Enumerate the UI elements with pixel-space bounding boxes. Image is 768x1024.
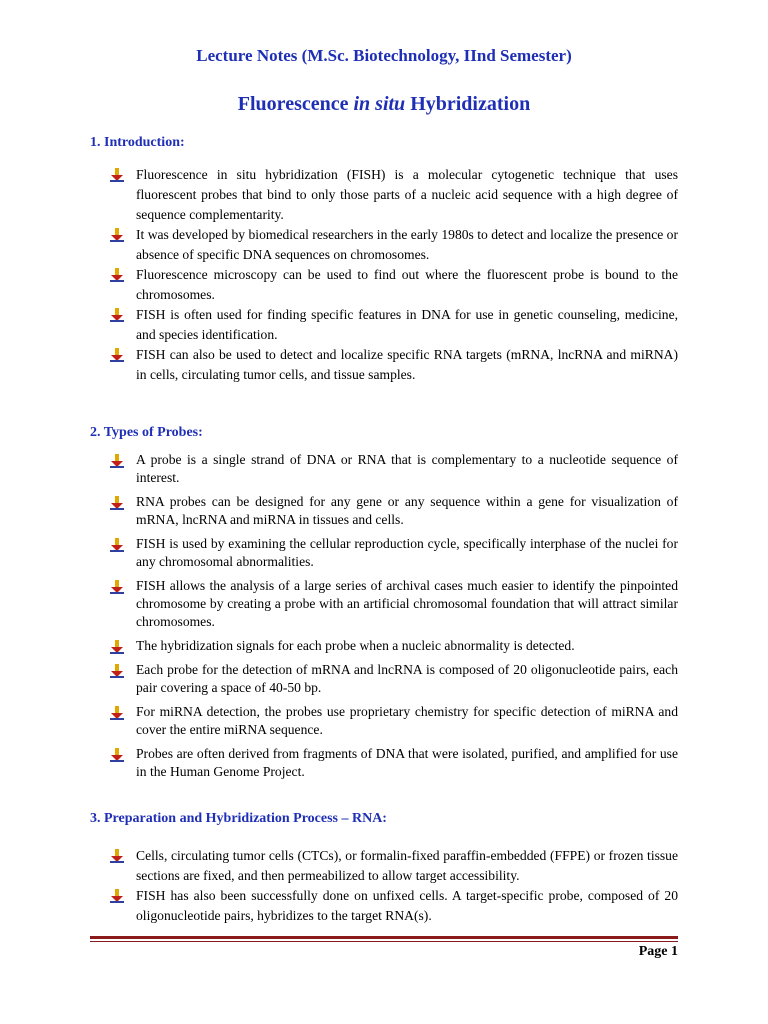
arrow-bullet-icon bbox=[110, 348, 124, 362]
arrow-bullet-icon bbox=[110, 228, 124, 242]
section-heading-preparation: 3. Preparation and Hybridization Process – RNA: bbox=[90, 811, 387, 826]
arrow-bullet-icon bbox=[110, 849, 124, 863]
section-list-preparation bbox=[110, 846, 678, 926]
list-item bbox=[110, 637, 678, 655]
list-item bbox=[110, 225, 678, 265]
list-item bbox=[110, 265, 678, 305]
title-part1: Fluorescence bbox=[237, 93, 354, 115]
arrow-bullet-icon bbox=[110, 538, 124, 552]
arrow-bullet-icon bbox=[110, 889, 124, 903]
list-item-text: FISH can also be used to detect and localize specific RNA targets (mRNA, lncRNA and miRNA) in cells, circulating tumor cells, and tissue samples. bbox=[136, 347, 678, 382]
arrow-bullet-icon bbox=[110, 308, 124, 322]
list-item-text: FISH is often used for finding specific features in DNA for use in genetic counseling, medicine, and species identification. bbox=[136, 307, 678, 342]
arrow-bullet-icon bbox=[110, 268, 124, 282]
title-part2: Hybridization bbox=[405, 93, 531, 115]
section-heading-introduction: 1. Introduction: bbox=[90, 135, 185, 150]
arrow-bullet-icon bbox=[110, 748, 124, 762]
list-item bbox=[110, 345, 678, 385]
list-item-text: The hybridization signals for each probe when a nucleic abnormality is detected. bbox=[136, 638, 575, 653]
arrow-bullet-icon bbox=[110, 580, 124, 594]
list-item-text: Fluorescence microscopy can be used to find out where the fluorescent probe is bound to the chromosomes. bbox=[136, 267, 678, 302]
arrow-bullet-icon bbox=[110, 706, 124, 720]
arrow-bullet-icon bbox=[110, 496, 124, 510]
list-item bbox=[110, 165, 678, 225]
list-item-text: Cells, circulating tumor cells (CTCs), or formalin-fixed paraffin-embedded (FFPE) or frozen tissue sections are fixed, and then permeabilized to allow target accessibility. bbox=[136, 848, 678, 883]
list-item-text: Probes are often derived from fragments of DNA that were isolated, purified, and amplified for use in the Human Genome Project. bbox=[136, 746, 678, 779]
list-item bbox=[110, 451, 678, 487]
title-italic: in situ bbox=[353, 93, 406, 115]
list-item bbox=[110, 745, 678, 781]
page-title bbox=[0, 93, 768, 116]
footer-rule-thick bbox=[90, 936, 678, 939]
arrow-bullet-icon bbox=[110, 454, 124, 468]
arrow-bullet-icon bbox=[110, 168, 124, 182]
list-item-text: FISH is used by examining the cellular reproduction cycle, specifically interphase of the nuclei for any chromosomal abnormalities. bbox=[136, 536, 678, 569]
list-item bbox=[110, 305, 678, 345]
list-item bbox=[110, 577, 678, 631]
running-header: Lecture Notes (M.Sc. Biotechnology, IInd Semester) bbox=[196, 46, 572, 65]
list-item-text: For miRNA detection, the probes use proprietary chemistry for specific detection of miRNA and cover the entire miRNA sequence. bbox=[136, 704, 678, 737]
list-item bbox=[110, 703, 678, 739]
list-item bbox=[110, 846, 678, 886]
arrow-bullet-icon bbox=[110, 664, 124, 678]
list-item-text: Each probe for the detection of mRNA and lncRNA is composed of 20 oligonucleotide pairs, each pair covering a space of 40-50 bp. bbox=[136, 662, 678, 695]
list-item-text: Fluorescence in situ hybridization (FISH) is a molecular cytogenetic technique that uses fluorescent probes that bind to only those parts of a nucleic acid sequence with a high degree of sequence complementarity. bbox=[136, 167, 678, 222]
footer-rule-thin bbox=[90, 941, 678, 942]
list-item-text: FISH has also been successfully done on unfixed cells. A target-specific probe, composed of 20 oligonucleotide pairs, hybridizes to the target RNA(s). bbox=[136, 888, 678, 923]
section-list-types-of-probes bbox=[110, 451, 678, 787]
list-item bbox=[110, 886, 678, 926]
section-list-introduction bbox=[110, 165, 678, 385]
list-item bbox=[110, 535, 678, 571]
list-item bbox=[110, 493, 678, 529]
list-item-text: RNA probes can be designed for any gene or any sequence within a gene for visualization of mRNA, lncRNA and miRNA in tissues and cells. bbox=[136, 494, 678, 527]
page-number: Page 1 bbox=[638, 944, 678, 959]
list-item-text: It was developed by biomedical researchers in the early 1980s to detect and localize the presence or absence of specific DNA sequences on chromosomes. bbox=[136, 227, 679, 262]
arrow-bullet-icon bbox=[110, 640, 124, 654]
list-item-text: A probe is a single strand of DNA or RNA that is complementary to a nucleotide sequence of interest. bbox=[136, 452, 678, 485]
section-heading-types-of-probes: 2. Types of Probes: bbox=[90, 425, 203, 440]
list-item-text: FISH allows the analysis of a large series of archival cases much easier to identify the pinpointed chromosome by creating a probe with an artificial chromosomal foundation that will attract similar chromosomes. bbox=[136, 578, 678, 629]
list-item bbox=[110, 661, 678, 697]
